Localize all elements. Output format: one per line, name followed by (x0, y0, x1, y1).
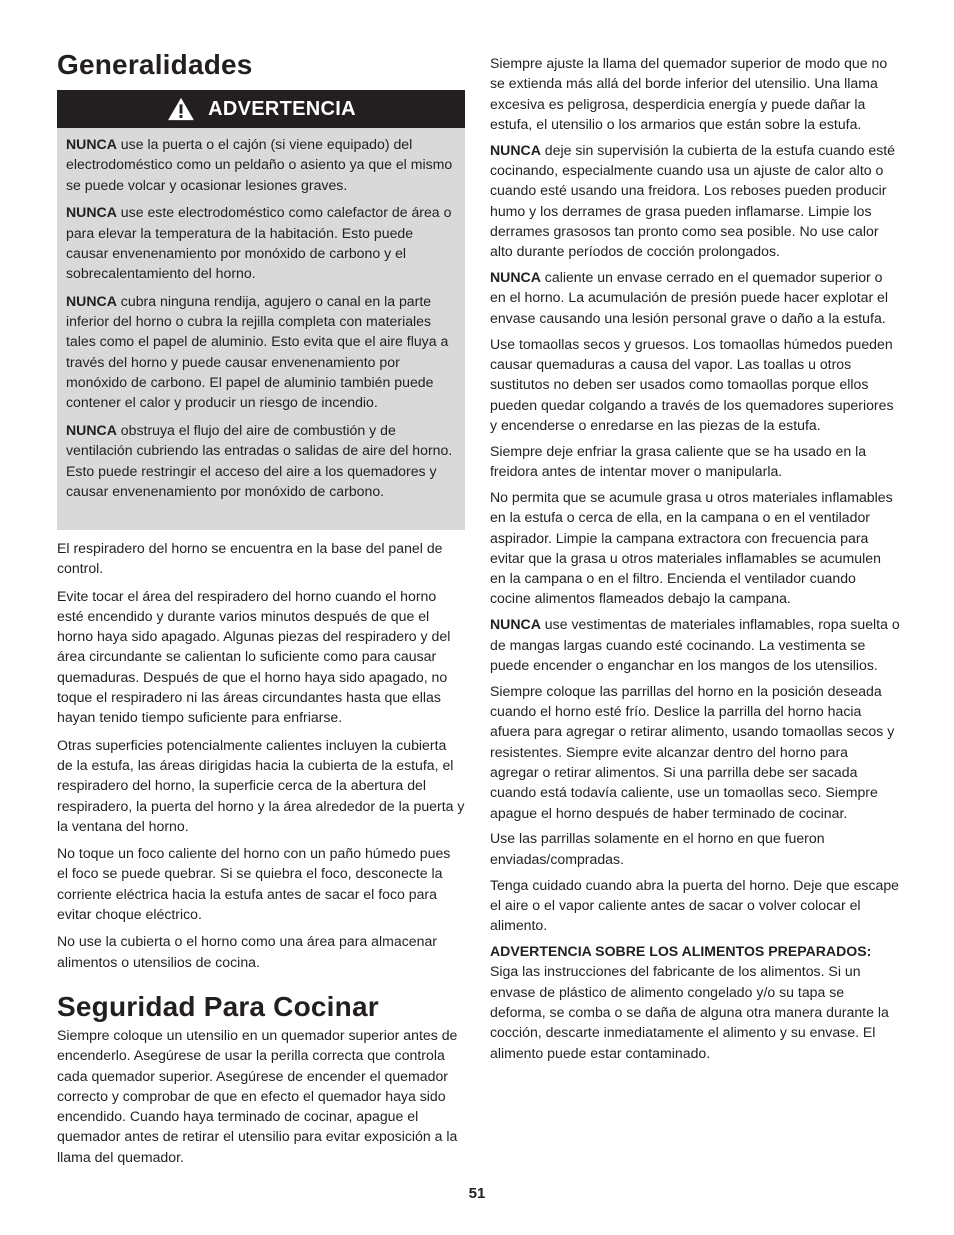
warning-item: NUNCA use este electrodoméstico como calefactor de área o para elevar la temperatura de la habitación. Esto puede causar envenenamiento por monóxido de carbono y el sobrecalentamiento del horno. (66, 204, 452, 282)
paragraph: NUNCA caliente un envase cerrado en el quemador superior o en el horno. La acumulación de presión puede hacer explotar el envase causando una lesión personal grave o daño a la estufa. (490, 269, 889, 326)
warning-item: NUNCA cubra ninguna rendija, agujero o canal en la parte inferior del horno o cubra la rejilla completa con materiales tales como el papel de aluminio. Esto evita que el aire fluya a través del horno y puede causar envenenamiento por monóxido de carbono. El papel de aluminio también puede contener el calor y producir un riesgo de incendio. (66, 292, 449, 411)
paragraph: El respiradero del horno se encuentra en la base del panel de control. (57, 540, 443, 577)
paragraph: NUNCA use vestimentas de materiales inflamables, ropa suelta o de mangas largas cuando esté cocinando. La vestimenta se puede encender o enganchar en los mangos de los utensilios. (490, 616, 900, 673)
paragraph: Tenga cuidado cuando abra la puerta del horno. Deje que escape el aire o el vapor caliente antes de sacar o volver colocar el alimento. (490, 876, 900, 934)
section-title-seguridad: Seguridad Para Cocinar (57, 991, 379, 1022)
warning-triangle-icon (166, 97, 196, 121)
warning-item: NUNCA use la puerta o el cajón (si viene equipado) del electrodoméstico como un peldaño o asiento ya que el mismo se puede volcar y ocasionar lesiones graves. (66, 136, 453, 193)
right-body (490, 53, 900, 1068)
warning-item: NUNCA obstruya el flujo del aire de combustión y de ventilación cubriendo las entradas o salidas de aire del horno. Esto puede restringir el acceso del aire a los quemadores y causar envenenamiento por monóxido de carbono. (66, 422, 453, 499)
seguridad-body (57, 1025, 465, 1174)
section-title-generalidades: Generalidades (57, 49, 253, 80)
paragraph: Siempre coloque las parrillas del horno en la posición deseada cuando el horno esté frío. Deslice la parrilla del horno hacia afuera para agregar o retirar alimento, usando tomaollas secos y resistentes. Siempre evite alcanzar dentro del horno para agregar o retirar alimentos. Si una parrilla debe ser sacada cuando está todavía caliente, use un tomaollas seco. Siempre apague el horno después de haber terminado de cocinar. (490, 682, 895, 821)
warning-header (57, 90, 465, 128)
paragraph: No toque un foco caliente del horno con un paño húmedo pues el foco se puede quebrar. Si se quiebra el foco, desconecte la corriente eléctrica hacia la estufa antes de sacar el foco para evitar choque eléctrico. (57, 845, 451, 923)
paragraph: Evite tocar el área del respiradero del horno cuando el horno esté encendido y durante varios minutos después de que el horno haya sido apagado. Algunas piezas del respiradero y del área circundante se calientan lo suficiente como para causar quemaduras. Después de que el horno haya sido apagado, no toque el respiradero ni las áreas circundantes hasta que ellas hayan tenido tiempo suficiente para enfriarse. (57, 587, 451, 726)
generalidades-body (57, 538, 465, 979)
paragraph: Otras superficies potencialmente calientes incluyen la cubierta de la estufa, las áreas dirigidas hacia la cubierta de la estufa, el respiradero del horno, la superficie cerca de la abertura del respiradero, la puerta del horno y la área alrededor de la puerta y la ventana del horno. (57, 736, 465, 834)
paragraph: No use la cubierta o el horno como una área para almacenar alimentos o utensilios de cocina. (57, 933, 437, 970)
warning-box (57, 128, 465, 530)
paragraph: NUNCA deje sin supervisión la cubierta de la estufa cuando esté cocinando, especialmente cuando usa un ajuste de calor alto o cuando esté usando una freidora. Los reboses pueden producir humo y los derrames de grasa pueden inflamarse. Limpie los derrames grasosos tan pronto como sea posible. No use calor alto durante períodos de cocción prolongados. (490, 141, 896, 260)
paragraph: Use tomaollas secos y gruesos. Los tomaollas húmedos pueden causar quemaduras a causa del vapor. Las toallas u otros sustitutos no deben ser usados como tomaollas porque ellos pueden quedar colgando a través de los quemadores superiores y encenderse o enredarse en las piezas de la estufa. (490, 335, 894, 433)
paragraph: Siempre ajuste la llama del quemador superior de modo que no se extienda más allá del borde inferior del utensilio. Una llama excesiva es peligrosa, desperdicia energía y puede dañar la estufa, el utensilio o los armarios que están sobre la estufa. (490, 55, 888, 132)
paragraph: No permita que se acumule grasa u otros materiales inflamables en la estufa o cerca de ella, en la campana o en el ventilador aspirador. Limpie la campana extractora con frecuencia para evitar que la grasa u otros materiales inflamables se acumulen en la campana o en el filtro. Encienda el ventilador cuando cocine alimentos flameados debajo la campana. (490, 488, 893, 607)
paragraph: Siempre deje enfriar la grasa caliente que se ha usado en la freidora antes de intentar mover o manipularla. (490, 442, 867, 480)
page-number: 51 (468, 1185, 486, 1202)
warning-label: ADVERTENCIA (208, 97, 356, 120)
paragraph: Use las parrillas solamente en el horno en que fueron enviadas/compradas. (490, 830, 825, 867)
paragraph: Siempre coloque un utensilio en un quemador superior antes de encenderlo. Asegúrese de usar la perilla correcta que controla cada quemador superior. Asegúrese de encender el quemador correcto y comprobar de que en efecto el quemador haya sido encendido. Cuando haya terminado de cocinar, apague el quemador antes de retirar el utensilio para evitar exposición a la llama del quemador. (57, 1027, 458, 1165)
paragraph: ADVERTENCIA SOBRE LOS ALIMENTOS PREPARADOS: Siga las instrucciones del fabricante de los alimentos. Si un envase de plástico de alimento congelado y/o su tapa se deforma, se comba o se daña de alguna otra manera durante la cocción, descarte inmediatamente el alimento y su envase. El alimento puede estar contaminado. (490, 943, 889, 1061)
